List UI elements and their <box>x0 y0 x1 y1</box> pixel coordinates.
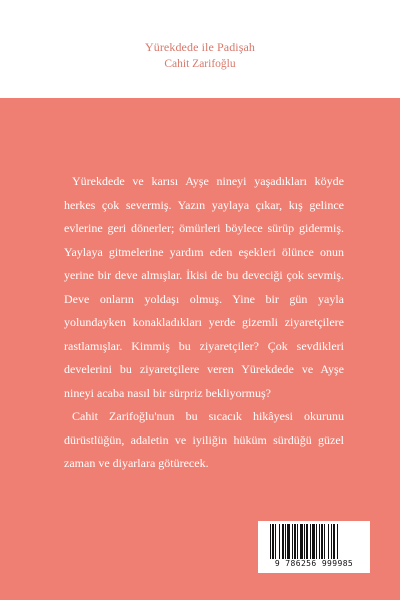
blurb-text <box>64 170 344 476</box>
blurb-paragraph-2: Cahit Zarifoğlu'nun bu sıcacık hikâyesi okurunu dürüstlüğün, adaletin ve iyiliğin hüküm sürdüğü güzel zaman ve diyarlara götürecek. <box>64 409 344 470</box>
book-title: Yürekdede ile Padişah <box>144 40 256 54</box>
cover-header <box>0 0 400 100</box>
book-author: Cahit Zarifoğlu <box>164 58 236 70</box>
isbn-number: 9 786256 999985 <box>274 559 354 568</box>
barcode-bars-icon <box>270 524 358 559</box>
isbn-barcode <box>258 521 370 573</box>
blurb-paragraph-1: Yürekdede ve karısı Ayşe nineyi yaşadıkları köyde herkes çok severmiş. Yazın yaylaya çıkar, kış gelince evlerine geri dönerler; ömürleri böylece sürüp gidermiş. Yaylaya gitmelerine yardım eden eşekleri ölünce onun yerine bir deve almışlar. İkisi de bu deveciği çok sevmiş. Deve onların yoldaşı olmuş. Yine bir gün yayla yolundayken konakladıkları yerde gizemli ziyaretçilere rastlamışlar. Kimmiş bu ziyaretçiler? Çok sevdikleri develerini bu ziyaretçilere veren Yürekdede ve Ayşe nineyi acaba nasıl bir sürpriz bekliyormuş? <box>64 174 344 400</box>
